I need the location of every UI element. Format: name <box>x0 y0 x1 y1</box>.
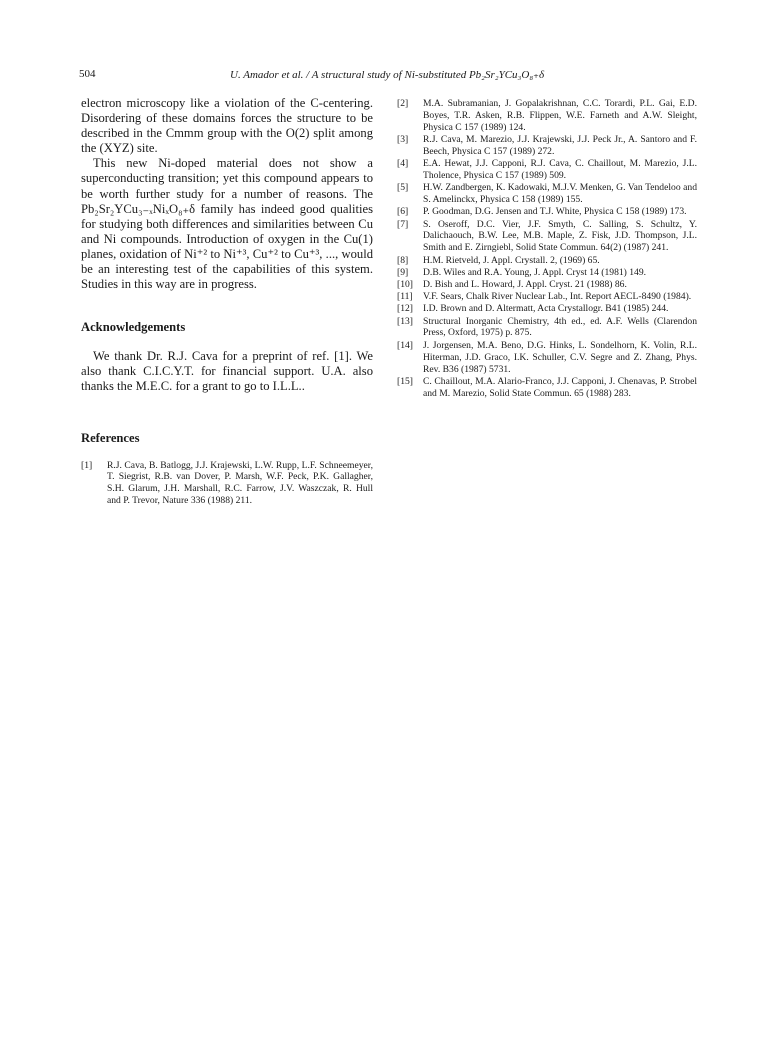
reference-text: R.J. Cava, B. Batlogg, J.J. Krajewski, L.W. Rupp, L.F. Schneemeyer, T. Siegrist, R.B. van Dover, P. Marsh, W.F. Peck, P.K. Gallagher, S.H. Glarum, J.H. Marshall, R.C. Farrow, J.V. Waszczak, R. Hull and P. Trevor, Nature 336 (1988) 211. <box>107 459 373 507</box>
body-text <box>81 96 373 292</box>
references-heading: References <box>81 430 140 445</box>
acknowledgements-text: We thank Dr. R.J. Cava for a preprint of ref. [1]. We also thank C.I.C.Y.T. for financial support. U.A. also thanks the M.E.C. for a grant to go to I.L.L.. <box>81 349 373 394</box>
reference-item <box>397 340 697 376</box>
reference-number: [2] <box>397 98 409 109</box>
reference-item <box>397 303 697 315</box>
reference-text: D.B. Wiles and R.A. Young, J. Appl. Cryst 14 (1981) 149. <box>423 266 647 278</box>
reference-number: [13] <box>397 315 413 327</box>
reference-item <box>397 291 697 303</box>
reference-number: [4] <box>397 158 409 170</box>
reference-item <box>397 98 697 134</box>
reference-number: [6] <box>397 206 409 218</box>
reference-number: [12] <box>397 303 413 315</box>
left-column <box>81 96 373 507</box>
reference-text: M.A. Subramanian, J. Gopalakrishnan, C.C. Torardi, P.L. Gai, E.D. Boyes, T.R. Asken, R.B. Flippen, W.E. Farneth and A.W. Sleight, Physica C 157 (1989) 124. <box>423 98 697 133</box>
reference-number: [9] <box>397 266 409 278</box>
reference-text: R.J. Cava, M. Marezio, J.J. Krajewski, J.J. Peck Jr., A. Santoro and F. Beech, Physica C 157 (1989) 272. <box>423 134 697 157</box>
reference-item <box>397 376 697 400</box>
reference-text: H.W. Zandbergen, K. Kadowaki, M.J.V. Menken, G. Van Tendeloo and S. Amelinckx, Physica C 158 (1989) 155. <box>423 182 697 206</box>
reference-text: E.A. Hewat, J.J. Capponi, R.J. Cava, C. Chaillout, M. Marezio, J.L. Tholence, Physica C 157 (1989) 509. <box>423 158 697 182</box>
reference-number: [8] <box>397 254 409 266</box>
running-head: U. Amador et al. / A structural study of Ni-substituted Pb₂Sr₂YCu₃O₈₊δ <box>230 69 545 81</box>
reference-number: [11] <box>397 291 413 303</box>
reference-item <box>397 279 697 291</box>
reference-number: [1] <box>81 459 93 471</box>
paragraph-1: electron microscopy like a violation of the C-centering. Disordering of these domains forces the structure to be described in the Cmmm group with the O(2) split among the (XYZ) site. <box>81 96 373 156</box>
reference-number: [10] <box>397 278 413 290</box>
reference-text: C. Chaillout, M.A. Alario-Franco, J.J. Capponi, J. Chenavas, P. Strobel and M. Marezio, Solid State Commun. 65 (1988) 283. <box>423 375 697 399</box>
reference-text: J. Jorgensen, M.A. Beno, D.G. Hinks, L. Sondelhorn, K. Volin, R.L. Hiterman, J.D. Graco, I.K. Schuller, C.V. Segre and Z. Zhang, Phys. Rev. B36 (1987) 5731. <box>423 339 697 375</box>
reference-number: [14] <box>397 339 413 351</box>
references-list-right <box>397 98 697 400</box>
reference-number: [15] <box>397 375 413 387</box>
reference-text: P. Goodman, D.G. Jensen and T.J. White, Physica C 158 (1989) 173. <box>423 206 687 218</box>
reference-text: D. Bish and L. Howard, J. Appl. Cryst. 21 (1988) 86. <box>423 278 627 290</box>
reference-item <box>397 134 697 158</box>
reference-item <box>397 158 697 182</box>
reference-text: Structural Inorganic Chemistry, 4th ed., ed. A.F. Wells (Clarendon Press, Oxford, 1975) p. 875. <box>423 315 697 339</box>
reference-text: I.D. Brown and D. Altermatt, Acta Crystallogr. B41 (1985) 244. <box>423 303 669 315</box>
paragraph-2: This new Ni-doped material does not show a superconducting transition; yet this compound appears to be worth further study for a number of reasons. The Pb₂Sr₂YCu₃₋ₓNiₓO₈₊δ family has indeed good qualities for studying both differences and similarities between Cu and Ni compounds. Introduction of oxygen in the Cu(1) planes, oxidation of Ni⁺² to Ni⁺³, Cu⁺² to Cu⁺³, ..., would be an interesting test of the capabilities of this system. Studies in this way are in progress. <box>81 156 373 292</box>
reference-item <box>397 267 697 279</box>
reference-item <box>397 219 697 255</box>
reference-text: S. Oseroff, D.C. Vier, J.F. Smyth, C. Salling, S. Schultz, Y. Dalichaouch, B.W. Lee, M.B. Maple, Z. Fisk, J.D. Thompson, J.L. Smith and E. Zirngiebl, Solid State Commun. 64(2) (1987) 241. <box>423 218 697 254</box>
reference-text: V.F. Sears, Chalk River Nuclear Lab., Int. Report AECL-8490 (1984). <box>423 291 692 303</box>
reference-item <box>397 316 697 340</box>
reference-item <box>397 255 697 267</box>
reference-text: H.M. Rietveld, J. Appl. Crystall. 2, (1969) 65. <box>423 254 600 266</box>
reference-item <box>81 460 373 508</box>
acknowledgements-heading: Acknowledgements <box>81 320 186 335</box>
right-column <box>397 98 697 400</box>
reference-item <box>397 206 697 218</box>
page-number: 504 <box>79 68 96 80</box>
references-list-left <box>81 460 373 508</box>
reference-item <box>397 182 697 206</box>
reference-number: [5] <box>397 182 409 194</box>
reference-number: [3] <box>397 134 409 146</box>
reference-number: [7] <box>397 218 409 230</box>
